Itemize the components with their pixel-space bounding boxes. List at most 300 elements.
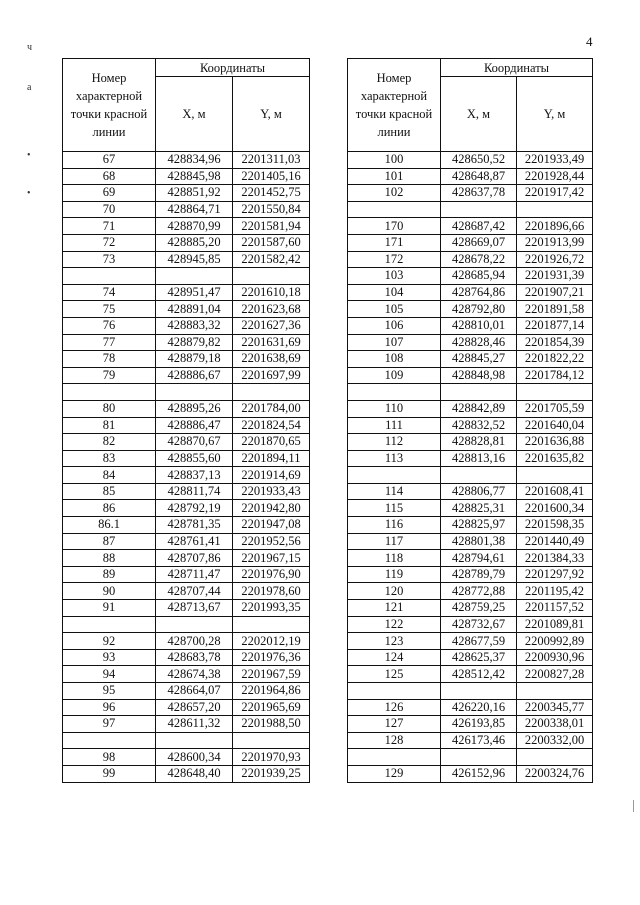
table-row [63, 749, 310, 766]
y-coordinate-cell: 2201976,36 [233, 649, 310, 666]
x-coordinate-cell: 428951,47 [156, 284, 233, 301]
point-number-cell [348, 467, 441, 484]
x-coordinate-cell: 428851,92 [156, 185, 233, 202]
point-number-cell: 88 [63, 550, 156, 567]
table-row [63, 467, 310, 484]
y-coordinate-cell: 2201638,69 [233, 351, 310, 368]
point-number-cell: 72 [63, 234, 156, 251]
y-coordinate-cell: 2201784,00 [233, 400, 310, 417]
y-coordinate-cell: 2201610,18 [233, 284, 310, 301]
y-coordinate-cell: 2201157,52 [517, 600, 593, 617]
point-number-cell: 124 [348, 649, 441, 666]
y-coordinate-cell: 2201608,41 [517, 483, 593, 500]
y-coordinate-cell: 2201195,42 [517, 583, 593, 600]
point-number-cell: 128 [348, 732, 441, 749]
y-coordinate-cell: 2201089,81 [517, 616, 593, 633]
x-coordinate-cell: 428845,27 [441, 351, 517, 368]
y-coordinate-cell: 2201598,35 [517, 517, 593, 534]
header-x: X, м [156, 77, 233, 152]
x-coordinate-cell: 428834,96 [156, 152, 233, 169]
point-number-cell [348, 683, 441, 700]
y-coordinate-cell [233, 732, 310, 749]
table-row [63, 317, 310, 334]
y-coordinate-cell: 2201581,94 [233, 218, 310, 235]
header-x: X, м [441, 77, 517, 152]
x-coordinate-cell: 428864,71 [156, 201, 233, 218]
table-row [63, 434, 310, 451]
table-row [63, 268, 310, 285]
table-row [348, 284, 593, 301]
point-number-cell [348, 384, 441, 401]
x-coordinate-cell: 428650,52 [441, 152, 517, 169]
table-row [63, 483, 310, 500]
y-coordinate-cell: 2201640,04 [517, 417, 593, 434]
x-coordinate-cell [156, 732, 233, 749]
x-coordinate-cell: 426193,85 [441, 716, 517, 733]
point-number-cell: 97 [63, 716, 156, 733]
point-number-cell: 90 [63, 583, 156, 600]
point-number-cell: 122 [348, 616, 441, 633]
x-coordinate-cell: 428870,67 [156, 434, 233, 451]
y-coordinate-cell: 2201600,34 [517, 500, 593, 517]
y-coordinate-cell: 2201705,59 [517, 400, 593, 417]
table-row [63, 699, 310, 716]
margin-mark: • [27, 188, 31, 199]
x-coordinate-cell [156, 268, 233, 285]
y-coordinate-cell: 2201452,75 [233, 185, 310, 202]
table-row [348, 218, 593, 235]
table-row [348, 600, 593, 617]
table-row [348, 400, 593, 417]
y-coordinate-cell: 2201952,56 [233, 533, 310, 550]
x-coordinate-cell: 428707,44 [156, 583, 233, 600]
point-number-cell: 74 [63, 284, 156, 301]
table-row [63, 649, 310, 666]
x-coordinate-cell: 428759,25 [441, 600, 517, 617]
y-coordinate-cell: 2201894,11 [233, 450, 310, 467]
table-row [63, 732, 310, 749]
y-coordinate-cell: 2201993,35 [233, 600, 310, 617]
x-coordinate-cell: 428732,67 [441, 616, 517, 633]
point-number-cell: 67 [63, 152, 156, 169]
y-coordinate-cell: 2201913,99 [517, 234, 593, 251]
point-number-cell: 107 [348, 334, 441, 351]
point-number-cell: 105 [348, 301, 441, 318]
table-row [348, 251, 593, 268]
x-coordinate-cell: 428792,19 [156, 500, 233, 517]
x-coordinate-cell: 428810,01 [441, 317, 517, 334]
table-row [348, 500, 593, 517]
point-number-cell: 93 [63, 649, 156, 666]
x-coordinate-cell: 428848,98 [441, 367, 517, 384]
point-number-cell: 172 [348, 251, 441, 268]
x-coordinate-cell: 428828,46 [441, 334, 517, 351]
table-row [63, 600, 310, 617]
y-coordinate-cell [517, 683, 593, 700]
x-coordinate-cell: 428825,31 [441, 500, 517, 517]
point-number-cell: 80 [63, 400, 156, 417]
x-coordinate-cell: 428677,59 [441, 633, 517, 650]
table-row [63, 417, 310, 434]
table-row [348, 384, 593, 401]
point-number-cell: 171 [348, 234, 441, 251]
point-number-cell: 100 [348, 152, 441, 169]
y-coordinate-cell: 2201870,65 [233, 434, 310, 451]
x-coordinate-cell [156, 616, 233, 633]
point-number-cell: 112 [348, 434, 441, 451]
y-coordinate-cell: 2201988,50 [233, 716, 310, 733]
point-number-cell [63, 268, 156, 285]
margin-mark: а [27, 82, 32, 93]
point-number-cell: 123 [348, 633, 441, 650]
table-row [348, 550, 593, 567]
point-number-cell: 120 [348, 583, 441, 600]
x-coordinate-cell: 428891,04 [156, 301, 233, 318]
coordinates-table-left [62, 58, 310, 783]
x-coordinate-cell: 428879,18 [156, 351, 233, 368]
point-number-cell [63, 384, 156, 401]
y-coordinate-cell: 2200930,96 [517, 649, 593, 666]
y-coordinate-cell: 2201965,69 [233, 699, 310, 716]
y-coordinate-cell: 2201970,93 [233, 749, 310, 766]
x-coordinate-cell: 428674,38 [156, 666, 233, 683]
table-row [348, 351, 593, 368]
y-coordinate-cell: 2201877,14 [517, 317, 593, 334]
y-coordinate-cell [517, 467, 593, 484]
table-row [63, 218, 310, 235]
y-coordinate-cell [517, 384, 593, 401]
y-coordinate-cell: 2201587,60 [233, 234, 310, 251]
point-number-cell: 69 [63, 185, 156, 202]
table-row [63, 367, 310, 384]
table-row [63, 616, 310, 633]
y-coordinate-cell: 2201914,69 [233, 467, 310, 484]
y-coordinate-cell: 2201822,22 [517, 351, 593, 368]
point-number-cell: 91 [63, 600, 156, 617]
x-coordinate-cell: 428886,47 [156, 417, 233, 434]
table-row [348, 268, 593, 285]
y-coordinate-cell: 2201582,42 [233, 251, 310, 268]
y-coordinate-cell: 2201384,33 [517, 550, 593, 567]
table-row [348, 533, 593, 550]
point-number-cell: 99 [63, 765, 156, 782]
point-number-cell: 113 [348, 450, 441, 467]
point-number-cell: 96 [63, 699, 156, 716]
x-coordinate-cell: 426173,46 [441, 732, 517, 749]
x-coordinate-cell: 428886,67 [156, 367, 233, 384]
table-row [348, 683, 593, 700]
x-coordinate-cell: 428801,38 [441, 533, 517, 550]
x-coordinate-cell: 428707,86 [156, 550, 233, 567]
point-number-cell: 125 [348, 666, 441, 683]
table-row [348, 317, 593, 334]
x-coordinate-cell: 428648,40 [156, 765, 233, 782]
table-row [63, 185, 310, 202]
table-row [63, 566, 310, 583]
x-coordinate-cell: 428883,32 [156, 317, 233, 334]
x-coordinate-cell: 426152,96 [441, 765, 517, 782]
point-number-cell: 121 [348, 600, 441, 617]
table-row [63, 400, 310, 417]
x-coordinate-cell: 428711,47 [156, 566, 233, 583]
y-coordinate-cell: 2201967,59 [233, 666, 310, 683]
x-coordinate-cell: 428664,07 [156, 683, 233, 700]
x-coordinate-cell: 428611,32 [156, 716, 233, 733]
point-number-cell: 84 [63, 467, 156, 484]
x-coordinate-cell: 428687,42 [441, 218, 517, 235]
y-coordinate-cell: 2201440,49 [517, 533, 593, 550]
point-number-cell: 127 [348, 716, 441, 733]
y-coordinate-cell: 2201942,80 [233, 500, 310, 517]
point-number-cell: 78 [63, 351, 156, 368]
point-number-cell: 73 [63, 251, 156, 268]
x-coordinate-cell: 428832,52 [441, 417, 517, 434]
x-coordinate-cell: 428683,78 [156, 649, 233, 666]
x-coordinate-cell [441, 384, 517, 401]
point-number-cell: 77 [63, 334, 156, 351]
table-row [348, 334, 593, 351]
x-coordinate-cell: 428811,74 [156, 483, 233, 500]
x-coordinate-cell: 428637,78 [441, 185, 517, 202]
table-row [348, 616, 593, 633]
x-coordinate-cell [441, 467, 517, 484]
x-coordinate-cell: 428669,07 [441, 234, 517, 251]
table-row [348, 234, 593, 251]
table-row [63, 168, 310, 185]
y-coordinate-cell: 2201939,25 [233, 765, 310, 782]
x-coordinate-cell: 428792,80 [441, 301, 517, 318]
y-coordinate-cell: 2201311,03 [233, 152, 310, 169]
x-coordinate-cell: 428713,67 [156, 600, 233, 617]
point-number-cell: 111 [348, 417, 441, 434]
point-number-cell: 119 [348, 566, 441, 583]
y-coordinate-cell: 2201784,12 [517, 367, 593, 384]
coordinates-table-right [347, 58, 593, 783]
point-number-cell: 108 [348, 351, 441, 368]
table-row [348, 434, 593, 451]
header-point-number: Номер характерной точки красной линии [63, 59, 156, 152]
y-coordinate-cell: 2201917,42 [517, 185, 593, 202]
y-coordinate-cell: 2201891,58 [517, 301, 593, 318]
point-number-cell: 98 [63, 749, 156, 766]
table-row [348, 168, 593, 185]
y-coordinate-cell: 2201933,43 [233, 483, 310, 500]
point-number-cell: 109 [348, 367, 441, 384]
table-row [348, 749, 593, 766]
point-number-cell: 110 [348, 400, 441, 417]
point-number-cell: 82 [63, 434, 156, 451]
table-row [63, 765, 310, 782]
y-coordinate-cell: 2201931,39 [517, 268, 593, 285]
y-coordinate-cell: 2201635,82 [517, 450, 593, 467]
table-row [348, 185, 593, 202]
table-row [63, 152, 310, 169]
x-coordinate-cell: 428895,26 [156, 400, 233, 417]
point-number-cell: 87 [63, 533, 156, 550]
y-coordinate-cell: 2201697,99 [233, 367, 310, 384]
y-coordinate-cell: 2201967,15 [233, 550, 310, 567]
point-number-cell: 101 [348, 168, 441, 185]
table-row [63, 284, 310, 301]
point-number-cell: 85 [63, 483, 156, 500]
header-point-number: Номер характерной точки красной линии [348, 59, 441, 152]
point-number-cell: 118 [348, 550, 441, 567]
table-row [348, 450, 593, 467]
x-coordinate-cell: 428879,82 [156, 334, 233, 351]
y-coordinate-cell: 2201947,08 [233, 517, 310, 534]
table-row [63, 500, 310, 517]
point-number-cell: 89 [63, 566, 156, 583]
header-coordinates: Координаты [441, 59, 593, 77]
x-coordinate-cell: 428837,13 [156, 467, 233, 484]
x-coordinate-cell: 428648,87 [441, 168, 517, 185]
table-row [348, 467, 593, 484]
table-body-left [63, 152, 310, 783]
point-number-cell [348, 201, 441, 218]
x-coordinate-cell: 428842,89 [441, 400, 517, 417]
table-row [348, 417, 593, 434]
table-row [348, 152, 593, 169]
x-coordinate-cell: 428885,20 [156, 234, 233, 251]
x-coordinate-cell: 428772,88 [441, 583, 517, 600]
x-coordinate-cell [441, 201, 517, 218]
x-coordinate-cell: 428825,97 [441, 517, 517, 534]
table-row [348, 583, 593, 600]
point-number-cell [63, 732, 156, 749]
y-coordinate-cell: 2200992,89 [517, 633, 593, 650]
x-coordinate-cell [441, 749, 517, 766]
table-row [63, 234, 310, 251]
x-coordinate-cell: 428761,41 [156, 533, 233, 550]
x-coordinate-cell: 428781,35 [156, 517, 233, 534]
table-row [348, 633, 593, 650]
point-number-cell: 129 [348, 765, 441, 782]
point-number-cell: 106 [348, 317, 441, 334]
y-coordinate-cell: 2201631,69 [233, 334, 310, 351]
x-coordinate-cell: 428828,81 [441, 434, 517, 451]
y-coordinate-cell: 2202012,19 [233, 633, 310, 650]
table-row [348, 517, 593, 534]
table-row [63, 533, 310, 550]
y-coordinate-cell [517, 749, 593, 766]
point-number-cell: 104 [348, 284, 441, 301]
x-coordinate-cell: 428794,61 [441, 550, 517, 567]
point-number-cell: 79 [63, 367, 156, 384]
table-row [63, 517, 310, 534]
y-coordinate-cell: 2201933,49 [517, 152, 593, 169]
x-coordinate-cell: 428789,79 [441, 566, 517, 583]
table-row [348, 716, 593, 733]
point-number-cell: 86 [63, 500, 156, 517]
x-coordinate-cell [156, 384, 233, 401]
y-coordinate-cell: 2201636,88 [517, 434, 593, 451]
y-coordinate-cell: 2201627,36 [233, 317, 310, 334]
point-number-cell [63, 616, 156, 633]
y-coordinate-cell: 2201907,21 [517, 284, 593, 301]
point-number-cell: 115 [348, 500, 441, 517]
y-coordinate-cell [233, 268, 310, 285]
point-number-cell: 95 [63, 683, 156, 700]
y-coordinate-cell: 2200332,00 [517, 732, 593, 749]
point-number-cell: 117 [348, 533, 441, 550]
x-coordinate-cell: 428945,85 [156, 251, 233, 268]
x-coordinate-cell: 428657,20 [156, 699, 233, 716]
y-coordinate-cell: 2201978,60 [233, 583, 310, 600]
x-coordinate-cell: 426220,16 [441, 699, 517, 716]
point-number-cell [348, 749, 441, 766]
table-row [63, 384, 310, 401]
y-coordinate-cell: 2201824,54 [233, 417, 310, 434]
table-row [63, 683, 310, 700]
y-coordinate-cell: 2201623,68 [233, 301, 310, 318]
table-row [63, 633, 310, 650]
x-coordinate-cell: 428806,77 [441, 483, 517, 500]
y-coordinate-cell: 2201550,84 [233, 201, 310, 218]
y-coordinate-cell: 2201928,44 [517, 168, 593, 185]
table-row [63, 583, 310, 600]
y-coordinate-cell: 2200827,28 [517, 666, 593, 683]
point-number-cell: 102 [348, 185, 441, 202]
point-number-cell: 114 [348, 483, 441, 500]
point-number-cell: 116 [348, 517, 441, 534]
y-coordinate-cell: 2200324,76 [517, 765, 593, 782]
margin-mark: • [27, 150, 31, 161]
header-y: Y, м [517, 77, 593, 152]
point-number-cell: 126 [348, 699, 441, 716]
table-row [348, 301, 593, 318]
table-row [63, 301, 310, 318]
table-row [63, 666, 310, 683]
table-row [348, 649, 593, 666]
x-coordinate-cell: 428512,42 [441, 666, 517, 683]
table-body-right [348, 152, 593, 783]
table-row [63, 351, 310, 368]
y-coordinate-cell: 2201405,16 [233, 168, 310, 185]
table-row [348, 666, 593, 683]
y-coordinate-cell: 2201964,86 [233, 683, 310, 700]
header-y: Y, м [233, 77, 310, 152]
table-row [348, 367, 593, 384]
y-coordinate-cell: 2201896,66 [517, 218, 593, 235]
x-coordinate-cell: 428600,34 [156, 749, 233, 766]
table-row [348, 699, 593, 716]
point-number-cell: 71 [63, 218, 156, 235]
table-row [348, 201, 593, 218]
y-coordinate-cell [517, 201, 593, 218]
table-row [348, 566, 593, 583]
point-number-cell: 94 [63, 666, 156, 683]
point-number-cell: 76 [63, 317, 156, 334]
point-number-cell: 103 [348, 268, 441, 285]
x-coordinate-cell: 428700,28 [156, 633, 233, 650]
y-coordinate-cell: 2201976,90 [233, 566, 310, 583]
table-row [348, 732, 593, 749]
table-row [63, 201, 310, 218]
y-coordinate-cell: 2200338,01 [517, 716, 593, 733]
point-number-cell: 70 [63, 201, 156, 218]
point-number-cell: 75 [63, 301, 156, 318]
x-coordinate-cell: 428870,99 [156, 218, 233, 235]
table-row [63, 716, 310, 733]
scan-mark [633, 800, 634, 812]
point-number-cell: 170 [348, 218, 441, 235]
y-coordinate-cell [233, 384, 310, 401]
point-number-cell: 83 [63, 450, 156, 467]
page-number: 4 [586, 34, 593, 49]
x-coordinate-cell: 428764,86 [441, 284, 517, 301]
y-coordinate-cell: 2200345,77 [517, 699, 593, 716]
table-row [63, 334, 310, 351]
